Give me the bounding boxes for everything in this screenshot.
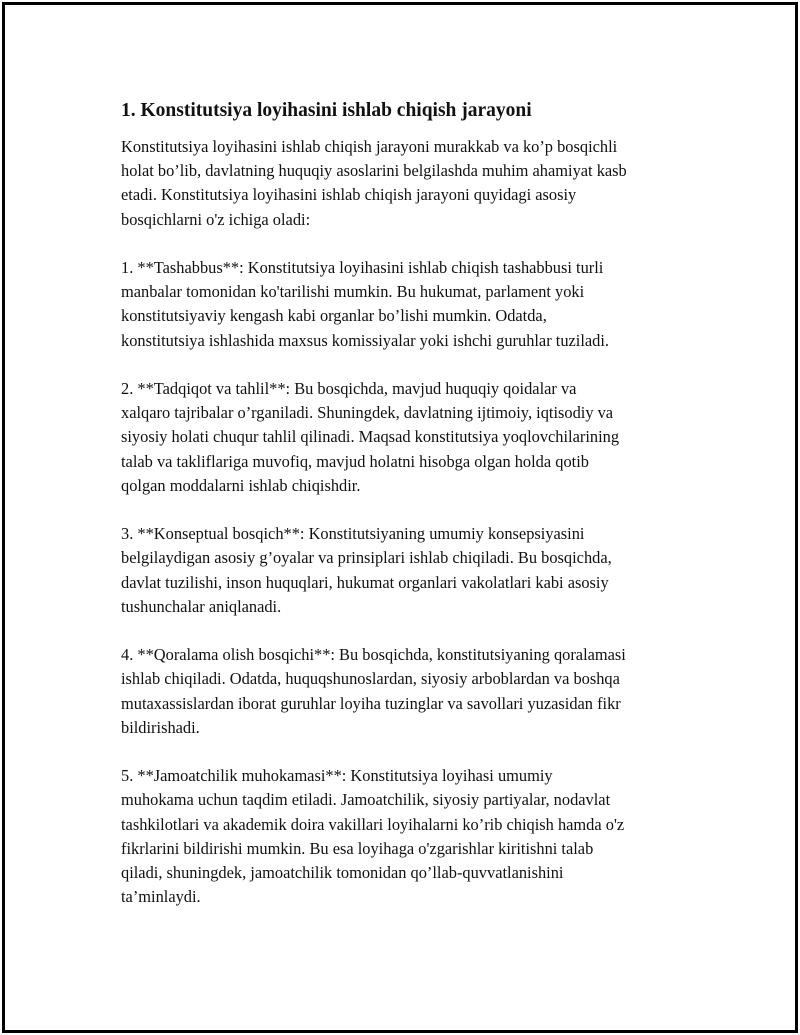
- text-line: 4. **Qoralama olish bosqichi**: Bu bosqichda, konstitutsiyaning qoralamasi: [121, 645, 626, 665]
- text-line: siyosiy holati chuqur tahlil qilinadi. Maqsad konstitutsiya yoqlovchilarining: [121, 427, 620, 447]
- text-line: etadi. Konstitutsiya loyihasini ishlab chiqish jarayoni quyidagi asosiy: [121, 185, 577, 205]
- text-line: talab va takliflariga muvofiq, mavjud holatni hisobga olgan holda qotib: [121, 451, 589, 471]
- text-line: 3. **Konseptual bosqich**: Konstitutsiyaning umumiy konsepsiyasini: [121, 524, 585, 544]
- intro-paragraph: [121, 135, 701, 232]
- text-line: 1. **Tashabbus**: Konstitutsiya loyihasini ishlab chiqish tashabbusi turli: [121, 258, 604, 277]
- text-line: Konstitutsiya loyihasini ishlab chiqish jarayoni murakkab va ko’p bosqichli: [121, 137, 618, 156]
- text-line: 2. **Tadqiqot va tahlil**: Bu bosqichda, mavjud huquqiy qoidalar va: [121, 379, 577, 398]
- text-line: tushunchalar aniqlanadi.: [121, 596, 282, 616]
- text-line: qolgan moddalarni ishlab chiqishdir.: [121, 475, 361, 495]
- text-line: qiladi, shuningdek, jamoatchilik tomonidan qo’llab-quvvatlanishini: [121, 863, 564, 883]
- text-line: fikrlarini bildirishi mumkin. Bu esa loyihaga o'zgarishlar kiritishni talab: [121, 838, 594, 858]
- text-line: tashkilotlari va akademik doira vakillari loyihalarni ko’rib chiqish hamda o'z: [121, 814, 625, 834]
- document-content: [121, 97, 701, 934]
- text-line: ishlab chiqiladi. Odatda, huquqshunoslardan, siyosiy arboblardan va boshqa: [121, 669, 620, 689]
- step-1-paragraph: [121, 256, 701, 353]
- text-line: mutaxassislardan iborat guruhlar loyiha tuzinglar va savollari yuzasidan fikr: [121, 693, 621, 713]
- text-line: holat bo’lib, davlatning huquqiy asoslarini belgilashda muhim ahamiyat kasb: [121, 161, 627, 181]
- text-line: xalqaro tajribalar o’rganiladi. Shuningdek, davlatning ijtimoiy, iqtisodiy va: [121, 403, 614, 423]
- step-4-paragraph: [121, 643, 701, 740]
- text-line: muhokama uchun taqdim etiladi. Jamoatchilik, siyosiy partiyalar, nodavlat: [121, 790, 611, 810]
- step-2-paragraph: [121, 377, 701, 498]
- page-frame: [2, 2, 798, 1033]
- text-line: bildirishadi.: [121, 717, 200, 737]
- section-heading: 1. Konstitutsiya loyihasini ishlab chiqish jarayoni: [121, 100, 532, 121]
- text-line: bosqichlarni o'z ichiga oladi:: [121, 209, 311, 229]
- text-line: ta’minlaydi.: [121, 887, 201, 907]
- step-5-paragraph: [121, 764, 701, 909]
- text-line: manbalar tomonidan ko'tarilishi mumkin. Bu hukumat, parlament yoki: [121, 282, 585, 302]
- text-line: 5. **Jamoatchilik muhokamasi**: Konstitutsiya loyihasi umumiy: [121, 766, 553, 786]
- text-line: konstitutsiyaviy kengash kabi organlar bo’lishi mumkin. Odatda,: [121, 306, 547, 326]
- text-line: belgilaydigan asosiy g’oyalar va prinsiplari ishlab chiqiladi. Bu bosqichda,: [121, 548, 612, 568]
- text-line: davlat tuzilishi, inson huquqlari, hukumat organlari vakolatlari kabi asosiy: [121, 572, 609, 592]
- text-line: konstitutsiya ishlashida maxsus komissiyalar yoki ishchi guruhlar tuziladi.: [121, 330, 610, 350]
- step-3-paragraph: [121, 522, 701, 619]
